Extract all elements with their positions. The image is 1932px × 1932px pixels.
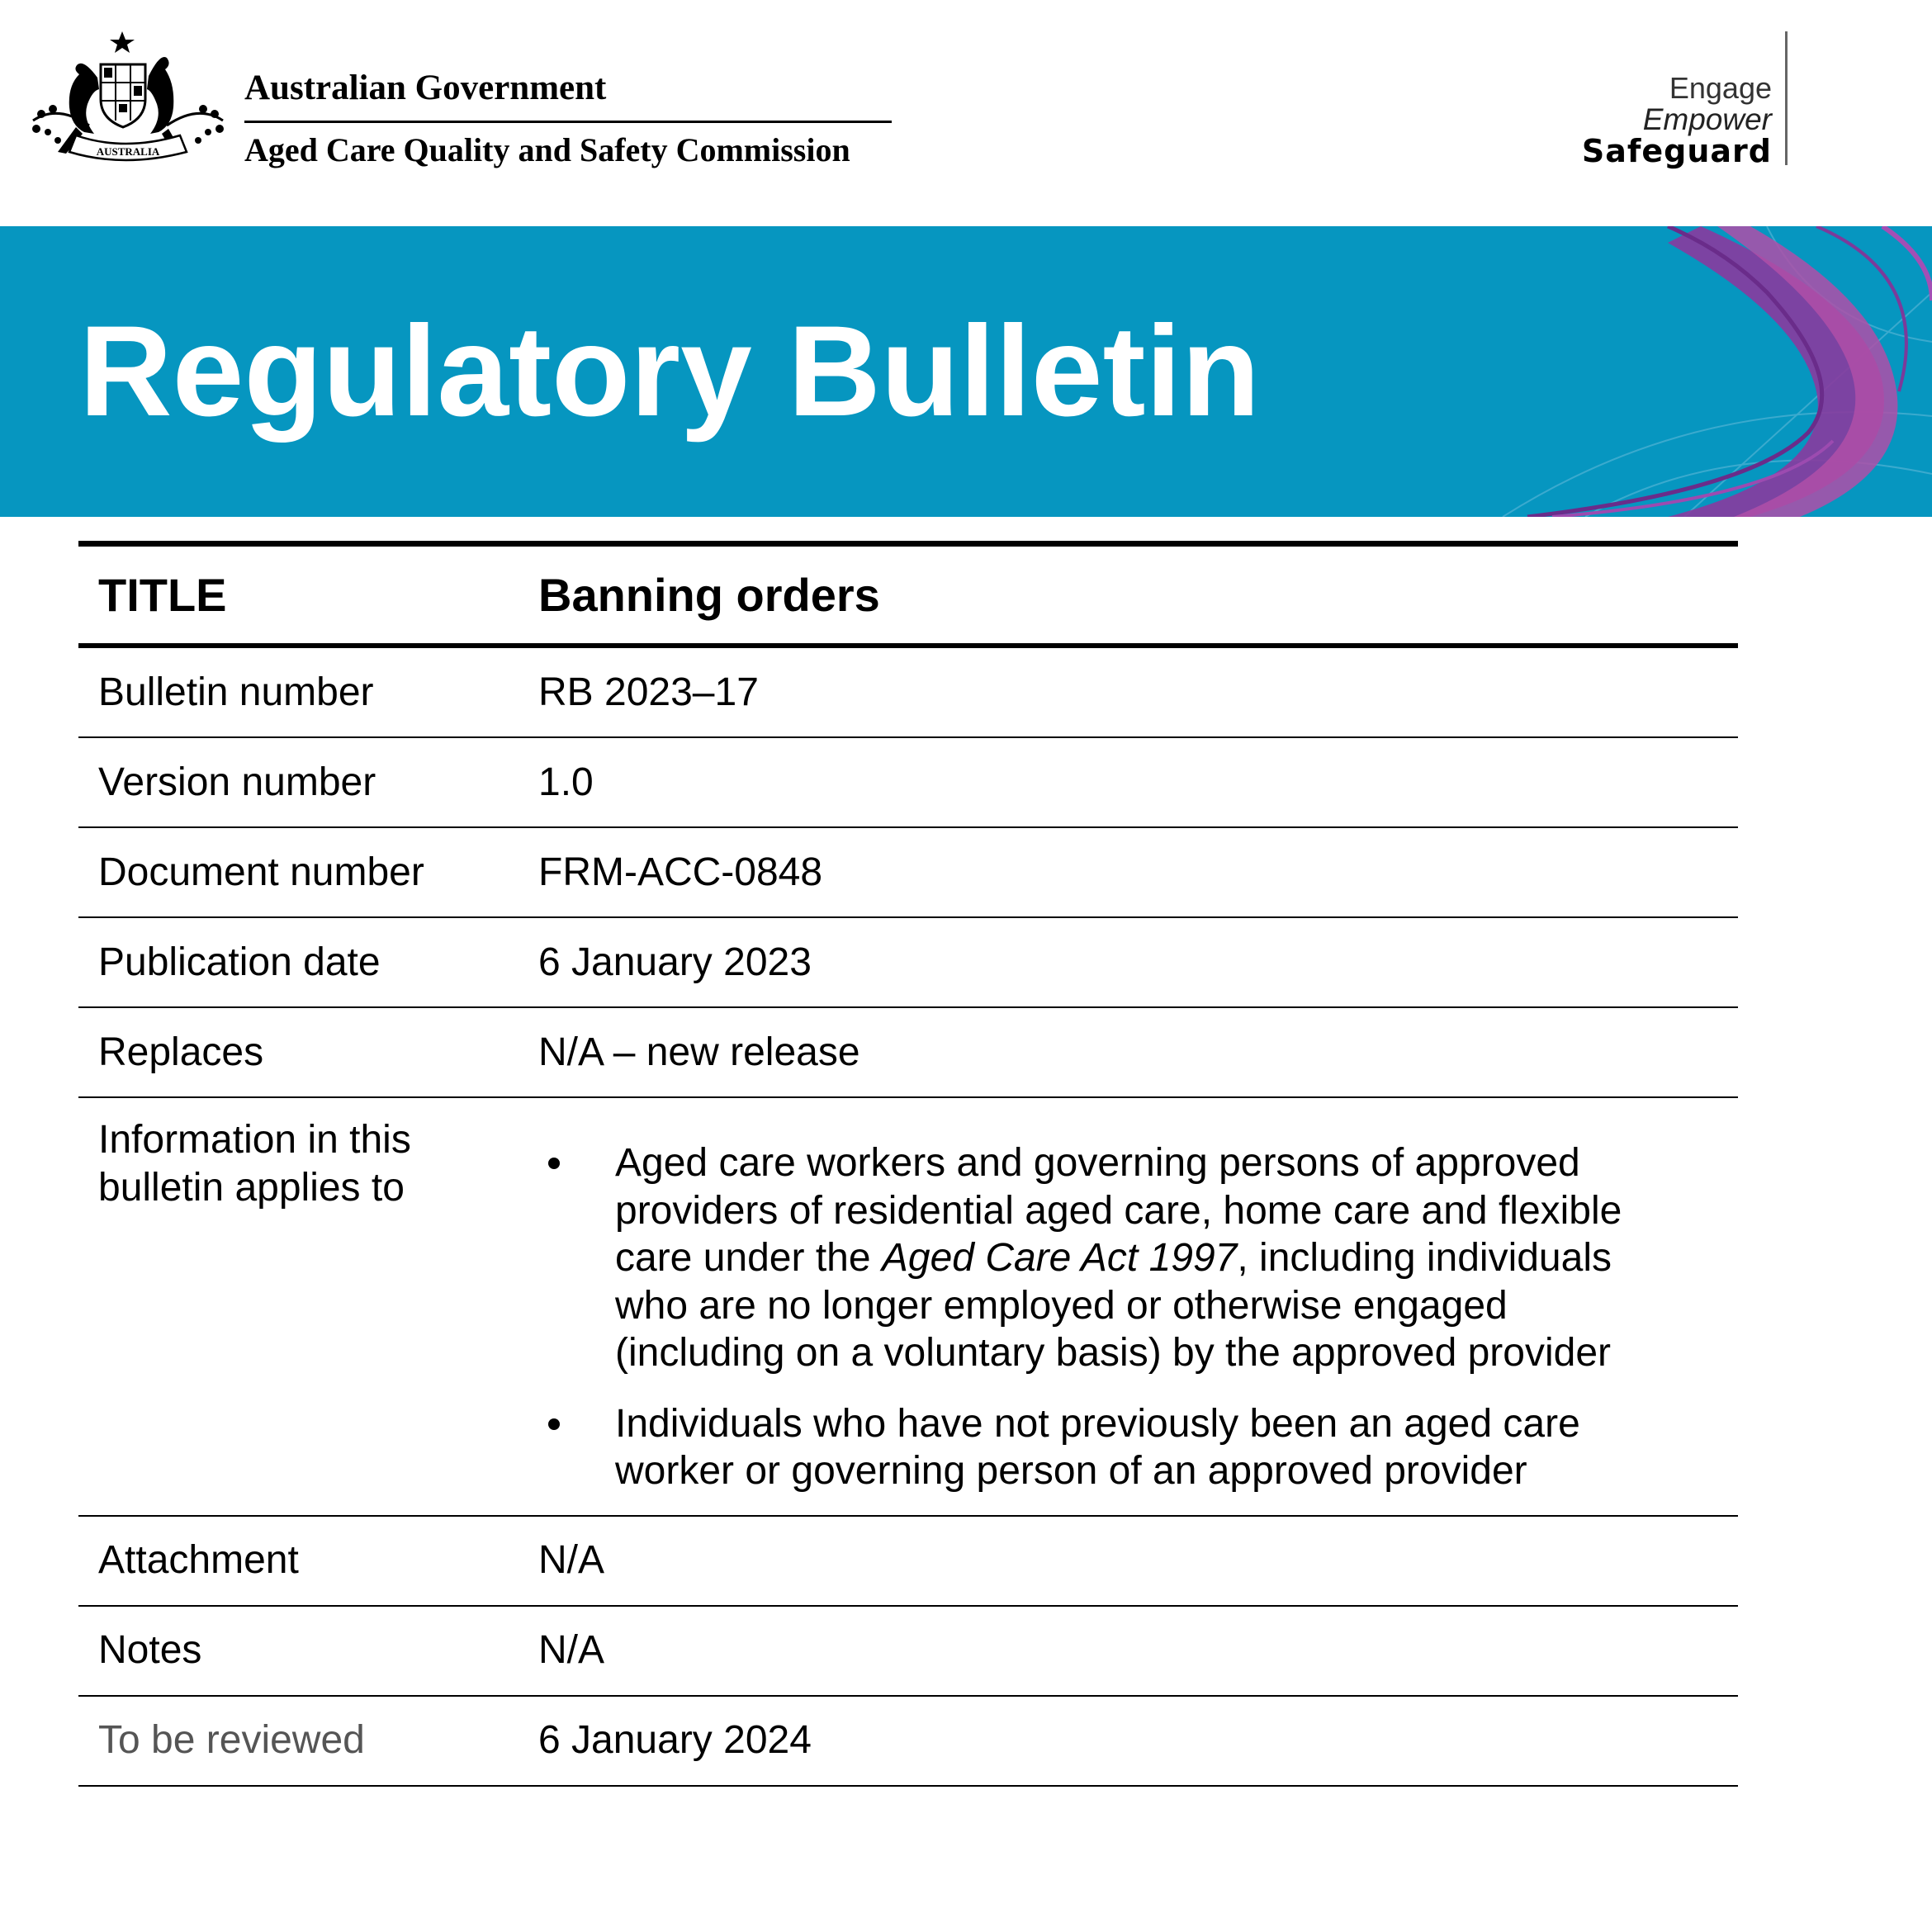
- table-row: [78, 827, 1738, 917]
- table-row: [78, 1696, 1738, 1786]
- document-number-label: Document number: [78, 827, 538, 917]
- applies-to-label: Information in this bulletin applies to: [78, 1097, 538, 1516]
- bulletin-number-label: Bulletin number: [78, 646, 538, 737]
- applies-to-list: [538, 1139, 1738, 1495]
- commission-name: Aged Care Quality and Safety Commission: [244, 131, 850, 168]
- applies-to-row: [78, 1097, 1738, 1516]
- bulletin-number-value: RB 2023–17: [538, 646, 1738, 737]
- title-row: [78, 544, 1738, 646]
- title-value: Banning orders: [538, 544, 1738, 646]
- page-title: Regulatory Bulletin: [79, 300, 1261, 443]
- coat-of-arms-logo: [25, 28, 231, 180]
- title-label: TITLE: [78, 544, 538, 646]
- list-item: [538, 1139, 1680, 1377]
- applies-item-text: Aged care workers and governing persons of approved providers of residential aged care, home care and flexible care under the: [615, 1141, 1622, 1280]
- crest-ribbon-text: AUSTRALIA: [96, 145, 160, 158]
- table-row: [78, 737, 1738, 827]
- attachment-label: Attachment: [78, 1516, 538, 1606]
- applies-to-value: [538, 1097, 1738, 1516]
- review-date-value: 6 January 2024: [538, 1696, 1738, 1786]
- act-name: Aged Care Act 1997: [881, 1236, 1238, 1280]
- notes-label: Notes: [78, 1606, 538, 1696]
- tagline: [1524, 73, 1772, 167]
- table-row: [78, 646, 1738, 737]
- table-row: [78, 917, 1738, 1007]
- bullet-icon: [548, 1418, 560, 1430]
- notes-value: N/A: [538, 1606, 1738, 1696]
- bulletin-details-table: [78, 541, 1738, 1787]
- version-number-value: 1.0: [538, 737, 1738, 827]
- table-row: [78, 1606, 1738, 1696]
- review-date-label: To be reviewed: [78, 1696, 538, 1786]
- title-banner: [0, 226, 1932, 517]
- replaces-label: Replaces: [78, 1007, 538, 1097]
- decorative-ribbon-graphic: [1238, 226, 1932, 517]
- table-row: [78, 1516, 1738, 1606]
- document-header: [0, 0, 1932, 225]
- tagline-engage: Engage: [1669, 71, 1772, 105]
- list-item: [538, 1400, 1680, 1495]
- publication-date-value: 6 January 2023: [538, 917, 1738, 1007]
- header-divider: [244, 121, 892, 123]
- government-name: Australian Government: [244, 69, 607, 107]
- bullet-icon: [548, 1158, 560, 1169]
- tagline-divider: [1785, 31, 1788, 165]
- document-number-value: FRM-ACC-0848: [538, 827, 1738, 917]
- replaces-value: N/A – new release: [538, 1007, 1738, 1097]
- applies-item-text-continued: , including individuals who are no longer employed or otherwise engaged (including on a voluntary basis) by the approved provider: [615, 1236, 1612, 1375]
- tagline-empower: Empower: [1642, 102, 1772, 136]
- table-row: [78, 1007, 1738, 1097]
- tagline-safeguard: Safeguard: [1581, 133, 1772, 169]
- version-number-label: Version number: [78, 737, 538, 827]
- publication-date-label: Publication date: [78, 917, 538, 1007]
- attachment-value: N/A: [538, 1516, 1738, 1606]
- applies-item-text: Individuals who have not previously been an aged care worker or governing person of an approved provider: [615, 1401, 1580, 1493]
